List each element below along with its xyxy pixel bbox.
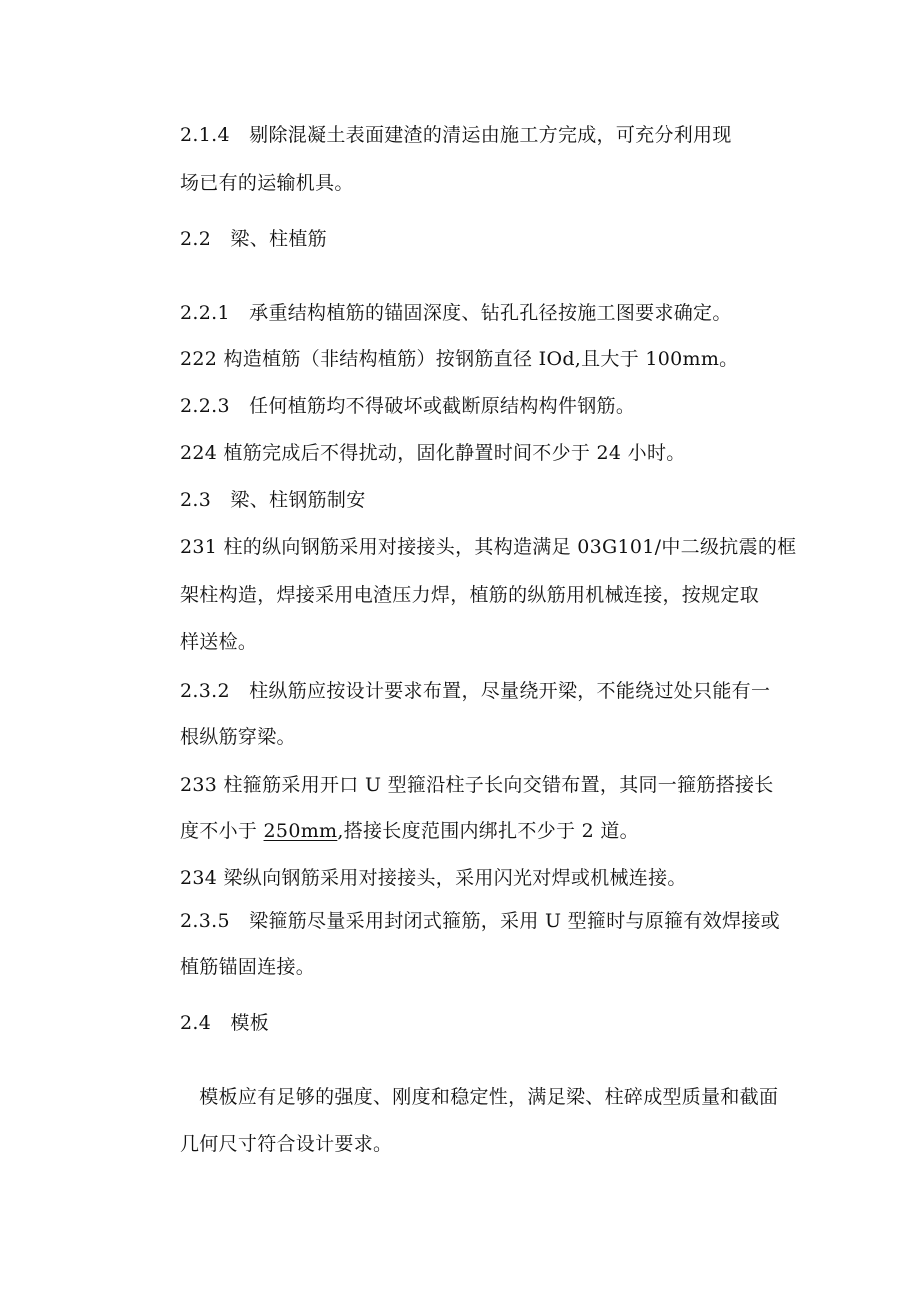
paragraph-2-3-5-line-1: 2.3.5 梁箍筋尽量采用封闭式箍筋，采用 U 型箍时与原箍有效焊接或: [180, 910, 780, 932]
paragraph-2-3-3-suffix: ,搭接长度范围内绑扎不少于 2 道。: [337, 820, 639, 842]
paragraph-2-3-3-prefix: 度不小于: [180, 820, 264, 842]
paragraph-2-3-2-line-2: 根纵筋穿梁。: [180, 726, 296, 748]
underlined-length-value: 250mm: [263, 820, 338, 842]
paragraph-2-3-1-line-3: 样送检。: [180, 631, 258, 653]
paragraph-2-3-3-line-2: [180, 819, 639, 843]
paragraph-2-3-1-line-1: 231 柱的纵向钢筋采用对接接头，其构造满足 03G101/中二级抗震的框: [180, 536, 797, 558]
paragraph-2-3-2-line-1: 2.3.2 柱纵筋应按设计要求布置，尽量绕开梁，不能绕过处只能有一: [180, 680, 771, 702]
heading-2-4: 2.4 模板: [180, 1012, 270, 1034]
paragraph-2-3-3-line-1: 233 柱箍筋采用开口 U 型箍沿柱子长向交错布置，其同一箍筋搭接长: [180, 774, 774, 796]
heading-2-3: 2.3 梁、柱钢筋制安: [180, 489, 366, 511]
paragraph-2-1-4-line-2: 场已有的运输机具。: [180, 172, 354, 194]
paragraph-2-2-4: 224 植筋完成后不得扰动，固化静置时间不少于 24 小时。: [180, 442, 686, 464]
paragraph-formwork-line-1: 模板应有足够的强度、刚度和稳定性，满足梁、柱碎成型质量和截面: [180, 1086, 779, 1108]
paragraph-2-3-5-line-2: 植筋锚固连接。: [180, 956, 316, 978]
paragraph-2-1-4-line-1: 2.1.4 剔除混凝土表面建渣的清运由施工方完成，可充分利用现: [180, 124, 732, 146]
paragraph-2-3-4: 234 梁纵向钢筋采用对接接头，采用闪光对焊或机械连接。: [180, 867, 687, 889]
paragraph-2-2-1: 2.2.1 承重结构植筋的锚固深度、钻孔孔径按施工图要求确定。: [180, 302, 732, 324]
paragraph-2-2-3: 2.2.3 任何植筋均不得破坏或截断原结构构件钢筋。: [180, 395, 636, 417]
paragraph-2-3-1-line-2: 架柱构造，焊接采用电渣压力焊，植筋的纵筋用机械连接，按规定取: [180, 584, 760, 606]
paragraph-formwork-line-2: 几何尺寸符合设计要求。: [180, 1133, 393, 1155]
heading-2-2: 2.2 梁、柱植筋: [180, 228, 327, 250]
paragraph-2-2-2: 222 构造植筋（非结构植筋）按钢筋直径 IOd,且大于 100mm。: [180, 348, 739, 370]
